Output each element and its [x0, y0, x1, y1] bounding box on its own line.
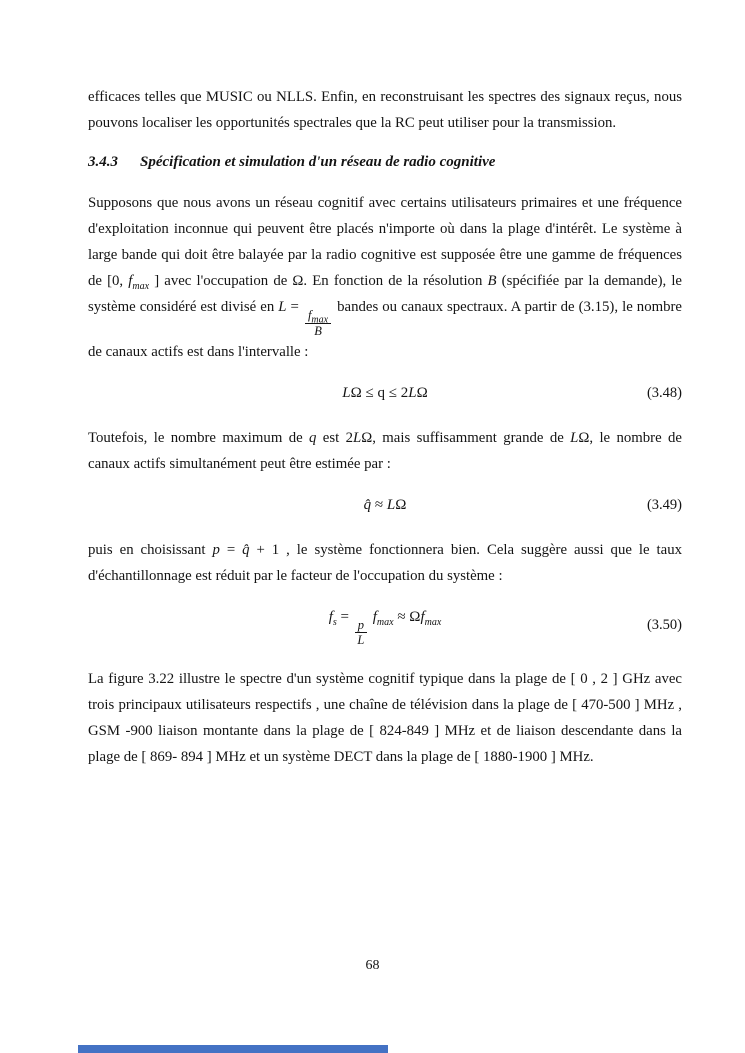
paragraph: Toutefois, le nombre maximum de q est 2LΩ, mais suffisamment grande de LΩ, le nombre de canaux actifs simultanément peut être estimée par : — [88, 429, 683, 472]
paragraph: Supposons que nous avons un réseau cognitif avec certains utilisateurs primaires et une fréquence d'exploitation inconnue qui peuvent être placés n'importe où dans la plage d'intérêt. Le système à large bande qui doit être balayée par la radio cognitive est supposée être une gamme de fréquences de [0, $f_{max}$ ] avec l'occupation de Ω. En fonction de la résolution B (spécifiée par la demande), le système considéré est divisé en L = $\frac{f_{max}}{B}$ bandes ou canaux spectraux. A partir de (3.15), le nombre de canaux actifs est dans l'intervalle : — [88, 195, 683, 360]
equation — [88, 491, 682, 519]
section-heading — [88, 150, 682, 174]
page-number: 68 — [365, 958, 380, 973]
equation-number: (3.50) — [646, 617, 682, 634]
document-content — [88, 84, 682, 784]
paragraph: efficaces telles que MUSIC ou NLLS. Enfin, en reconstruisant les spectres des signaux reçus, nous pouvons localiser les opportunités spectrales que la RC peut utiliser pour la transmission. — [88, 89, 682, 131]
equation-number: (3.48) — [646, 384, 682, 401]
equation-body: q̂ ≈ LΩ — [363, 496, 407, 513]
heading-number: 3.4.3 — [88, 154, 118, 170]
inline-fraction: $\frac{f_{max}}{B}$ — [305, 309, 331, 339]
equation — [88, 379, 682, 407]
paragraph: puis en choisissant p = q̂ + 1 , le système fonctionnera bien. Cela suggère aussi que le taux d'échantillonnage est réduit par le facteur de l'occupation du système : — [88, 541, 682, 584]
equation — [88, 603, 682, 649]
equation-body: $f_s$ = $\frac{p}{L}$ $f_{max} \approx \Omega f_{max}$ — [328, 608, 442, 648]
equation-number: (3.49) — [646, 496, 682, 513]
inline-fraction: $\frac{p}{L}$ — [355, 619, 367, 649]
paragraph: La figure 3.22 illustre le spectre d'un système cognitif typique dans la plage de [ 0 , 2 ] GHz avec trois principaux utilisateurs respectifs , une chaîne de télévision dans la plage de [ 470-500 ] MHz , GSM -900 liaison montante dans la plage de [ 824-849 ] MHz et de liaison descendante dans la plage de [ 869- 894 ] MHz et un système DECT dans la plage de [ 1880-1900 ] MHz. — [88, 671, 682, 765]
equation-body: LΩ ≤ q ≤ 2LΩ — [342, 384, 428, 401]
bottom-accent-bar — [78, 1045, 388, 1053]
document-blocks — [88, 84, 682, 770]
heading-text: Spécification et simulation d'un réseau de radio cognitive — [140, 154, 496, 170]
